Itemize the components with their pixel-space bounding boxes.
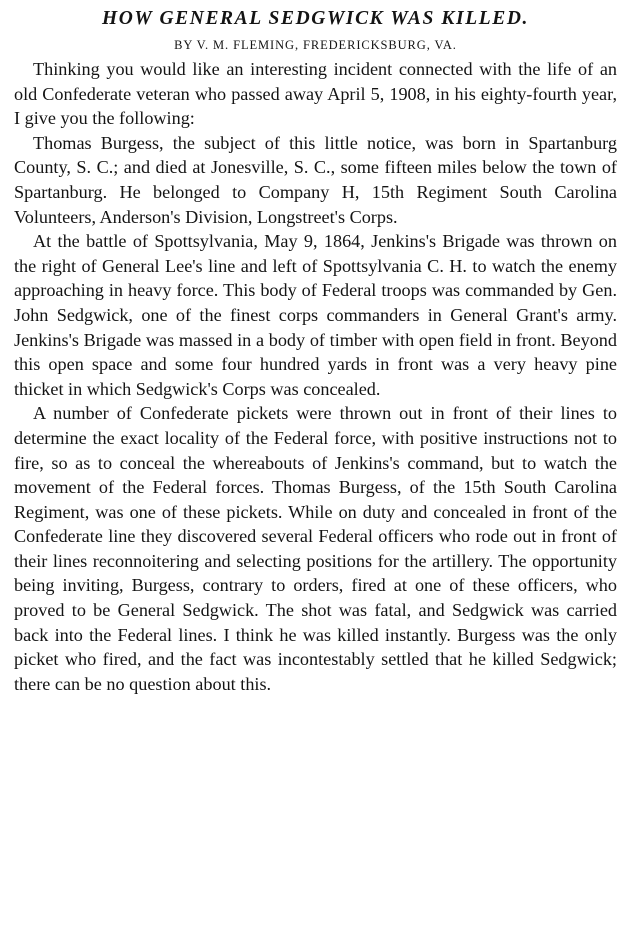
article-byline: BY V. M. FLEMING, FREDERICKSBURG, VA. — [174, 38, 457, 52]
article-body — [14, 57, 617, 696]
article-title: HOW GENERAL SEDGWICK WAS KILLED. — [101, 8, 530, 29]
article — [14, 6, 617, 696]
paragraph-burgess-bio: Thomas Burgess, the subject of this little notice, was born in Spartanburg County, S. C.; and died at Jonesville, S. C., some fifteen miles below the town of Spartanburg. He belonged to Company H, 15th Regiment South Carolina Volunteers, Anderson's Division, Longstreet's Corps. — [14, 132, 617, 227]
paragraph-intro: Thinking you would like an interesting incident connected with the life of an old Confederate veteran who passed away April 5, 1908, in his eighty-fourth year, I give you the following: — [14, 59, 617, 129]
paragraph-pickets: A number of Confederate pickets were thrown out in front of their lines to determine the exact locality of the Federal force, with positive instructions not to fire, so as to conceal the whereabouts of Jenkins's command, but to watch the movement of the Federal forces. Thomas Burgess, of the 15th South Carolina Regiment, was one of these pickets. While on duty and concealed in front of the Confederate line they discovered several Federal officers who rode out in front of their lines reconnoitering and selecting positions for the artillery. The opportunity being inviting, Burgess, contrary to orders, fired at one of these officers, who proved to be General Sedgwick. The shot was fatal, and Sedgwick was carried back into the Federal lines. I think he was killed instantly. Burgess was the only picket who fired, and the fact was incontestably settled that he killed Sedgwick; there can be no question about this. — [14, 403, 617, 694]
paragraph-battle: At the battle of Spottsylvania, May 9, 1864, Jenkins's Brigade was thrown on the right of General Lee's line and left of Spottsylvania C. H. to watch the enemy approaching in heavy force. This body of Federal troops was commanded by Gen. John Sedgwick, one of the finest corps commanders in General Grant's army. Jenkins's Brigade was massed in a body of timber with open field in front. Beyond this open space and some four hundred yards in front was a very heavy pine thicket in which Sedgwick's Corps was concealed. — [14, 231, 617, 399]
